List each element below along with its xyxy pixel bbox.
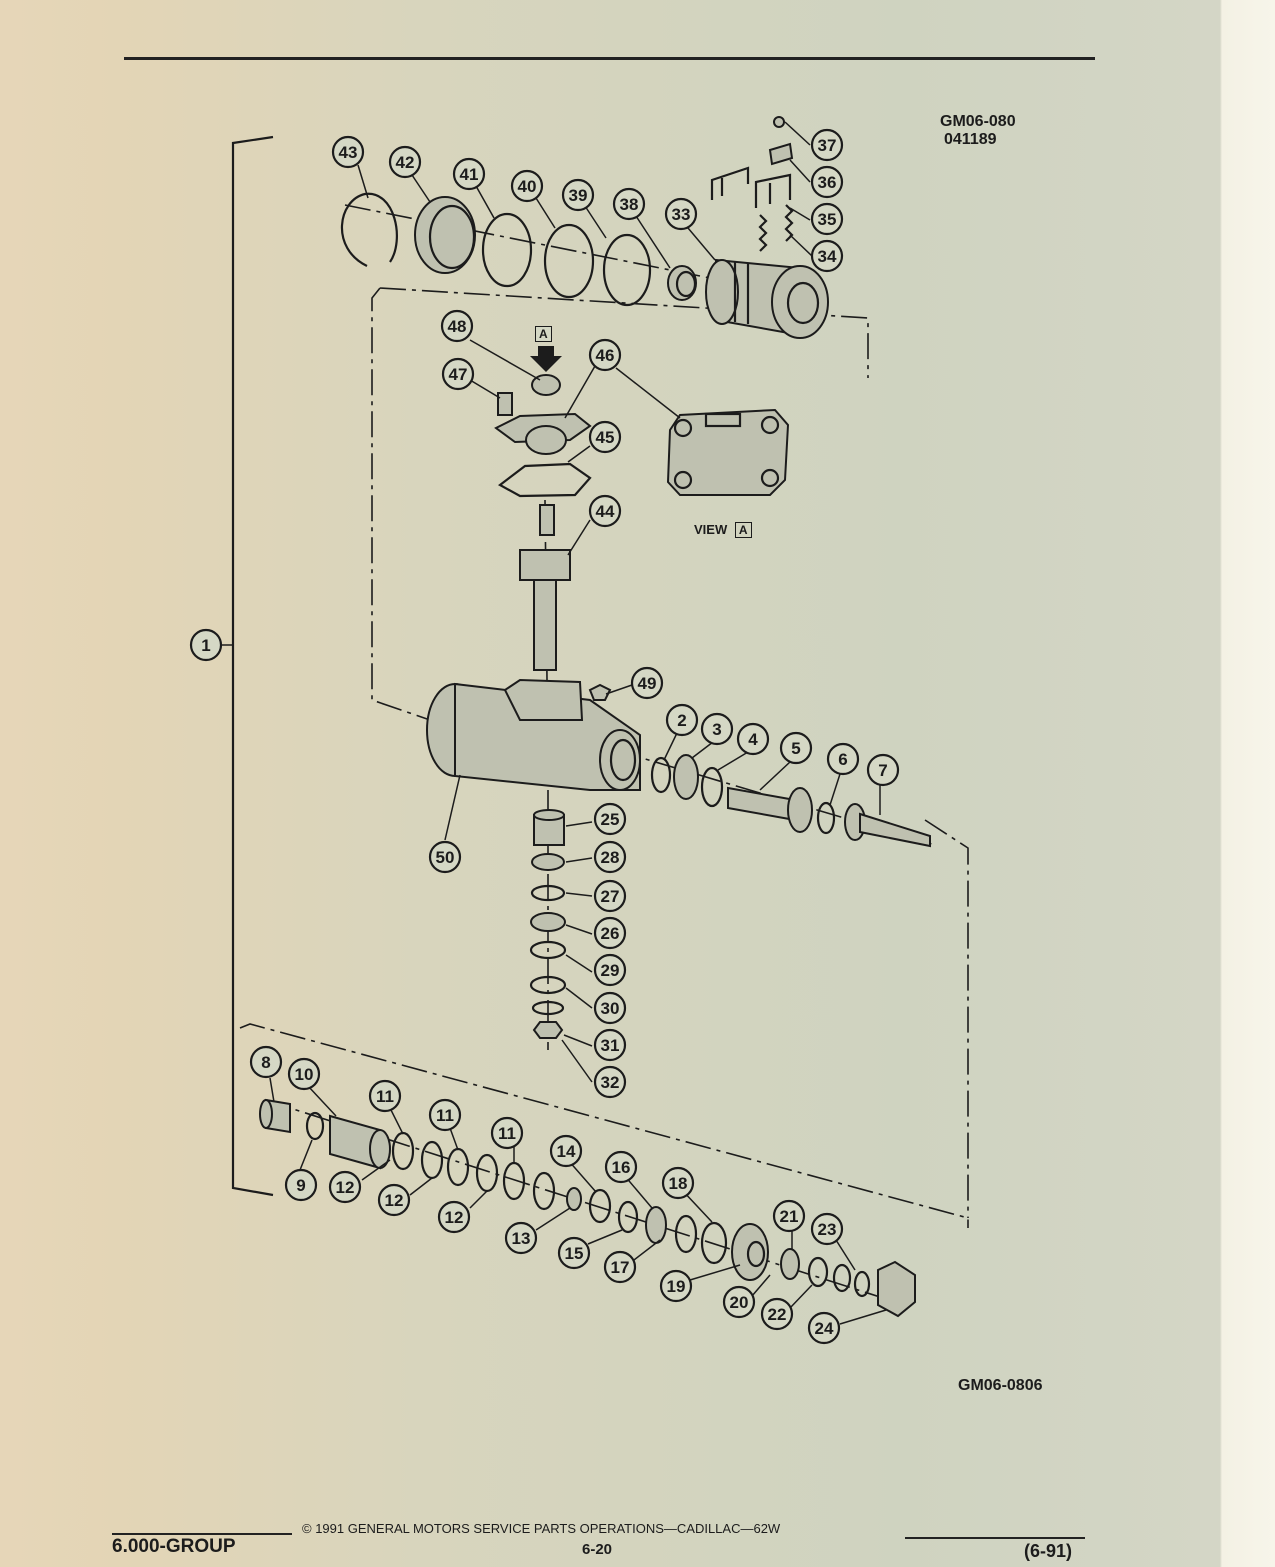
callout-32 (595, 1067, 625, 1097)
callout-22 (762, 1299, 792, 1329)
footer-rule-left (112, 1533, 292, 1535)
svg-text:9: 9 (296, 1176, 306, 1195)
svg-text:13: 13 (511, 1229, 531, 1248)
svg-text:8: 8 (261, 1053, 271, 1072)
figure-date-code: 041189 (944, 131, 997, 148)
callout-12a (330, 1172, 360, 1202)
part-35-36-clips (712, 144, 792, 208)
svg-text:48: 48 (447, 317, 467, 336)
part-45-gasket (500, 464, 590, 496)
callout-36 (812, 167, 842, 197)
svg-text:2: 2 (677, 711, 687, 730)
svg-text:16: 16 (611, 1158, 631, 1177)
svg-text:14: 14 (556, 1142, 576, 1161)
svg-text:26: 26 (600, 924, 620, 943)
callout-1 (191, 630, 221, 660)
svg-text:18: 18 (668, 1174, 688, 1193)
part-4-washer (702, 768, 722, 806)
svg-text:7: 7 (878, 761, 888, 780)
part-16-17-bearing (646, 1207, 666, 1243)
svg-text:45: 45 (595, 428, 615, 447)
callout-25 (595, 804, 625, 834)
callout-23 (812, 1214, 842, 1244)
svg-text:42: 42 (395, 153, 415, 172)
svg-text:1: 1 (201, 636, 211, 655)
callout-48 (442, 311, 472, 341)
footer-rule-right (905, 1537, 1085, 1539)
svg-text:50: 50 (435, 848, 455, 867)
arrow-a (530, 346, 562, 372)
svg-text:24: 24 (814, 1319, 834, 1338)
svg-text:41: 41 (459, 165, 479, 184)
callout-37 (812, 130, 842, 160)
svg-text:36: 36 (817, 173, 837, 192)
part-38-bushing (668, 266, 696, 300)
callout-26 (595, 918, 625, 948)
callout-49 (632, 668, 662, 698)
callout-44 (590, 496, 620, 526)
part-13-14-15-rings (567, 1188, 637, 1232)
callout-39 (563, 180, 593, 210)
callout-14 (551, 1136, 581, 1166)
callout-15 (559, 1238, 589, 1268)
part-5-worm-shaft (728, 788, 812, 832)
callout-20 (724, 1287, 754, 1317)
svg-text:27: 27 (600, 887, 620, 906)
svg-text:4: 4 (748, 730, 758, 749)
callout-11a (370, 1081, 400, 1111)
callout-5 (781, 733, 811, 763)
callout-18 (663, 1168, 693, 1198)
callout-6 (828, 744, 858, 774)
callout-17 (605, 1252, 635, 1282)
part-28-seal (532, 854, 564, 870)
part-33-housing (706, 260, 828, 338)
figure-id-top: GM06-080 (940, 113, 1016, 130)
figure-id-bottom: GM06-0806 (958, 1377, 1043, 1394)
callout-35 (812, 204, 842, 234)
svg-text:12: 12 (444, 1208, 464, 1227)
part-25-bearing (534, 810, 564, 845)
callout-30 (595, 993, 625, 1023)
callout-21 (774, 1201, 804, 1231)
callout-46 (590, 340, 620, 370)
callout-42 (390, 147, 420, 177)
callout-24 (809, 1313, 839, 1343)
svg-text:17: 17 (610, 1258, 630, 1277)
view-label-text: VIEW (694, 522, 728, 537)
part-37-screw (774, 117, 784, 127)
svg-text:44: 44 (595, 502, 615, 521)
callout-11b (430, 1100, 460, 1130)
svg-text:49: 49 (637, 674, 657, 693)
callout-29 (595, 955, 625, 985)
callout-28 (595, 842, 625, 872)
footer-revision: (6-91) (1024, 1541, 1073, 1561)
svg-text:25: 25 (600, 810, 620, 829)
part-44-pitman-shaft (520, 505, 570, 670)
part-9-oring (307, 1113, 323, 1139)
part-8-bearing (260, 1100, 290, 1132)
arrow-letter-box: A (535, 326, 552, 342)
part-26-seal (531, 913, 565, 931)
callout-7 (868, 755, 898, 785)
callout-50 (430, 842, 460, 872)
part-46-cover (496, 414, 590, 454)
part-3-bearing (674, 755, 698, 799)
callout-12b (379, 1185, 409, 1215)
callout-16 (606, 1152, 636, 1182)
callout-2 (667, 705, 697, 735)
svg-text:31: 31 (600, 1036, 620, 1055)
callout-31 (595, 1030, 625, 1060)
svg-text:37: 37 (817, 136, 837, 155)
svg-text:29: 29 (600, 961, 620, 980)
part-32-nut (534, 1022, 562, 1038)
view-a-cover (668, 410, 788, 495)
callout-3 (702, 714, 732, 744)
callout-9 (286, 1170, 316, 1200)
part-47-bolt (498, 393, 512, 415)
svg-text:47: 47 (448, 365, 468, 384)
svg-text:30: 30 (600, 999, 620, 1018)
callout-43 (333, 137, 363, 167)
svg-text:12: 12 (384, 1191, 404, 1210)
callout-34 (812, 241, 842, 271)
assembly-bracket (233, 137, 273, 1195)
callout-11c (492, 1118, 522, 1148)
callout-10 (289, 1059, 319, 1089)
svg-text:22: 22 (767, 1305, 787, 1324)
footer-page-number: 6-20 (582, 1541, 613, 1558)
svg-text:32: 32 (600, 1073, 620, 1092)
part-11-rings (393, 1133, 554, 1209)
callout-33 (666, 199, 696, 229)
part-50-gear-housing (427, 680, 640, 790)
callout-19 (661, 1271, 691, 1301)
part-34-springs (760, 205, 792, 251)
part-43-ring (342, 194, 397, 266)
svg-text:21: 21 (779, 1207, 799, 1226)
callout-8 (251, 1047, 281, 1077)
part-19-20-adjuster (732, 1224, 768, 1280)
callout-41 (454, 159, 484, 189)
svg-text:40: 40 (517, 177, 537, 196)
svg-text:20: 20 (729, 1293, 749, 1312)
svg-text:5: 5 (791, 739, 801, 758)
svg-text:10: 10 (294, 1065, 314, 1084)
callout-38 (614, 189, 644, 219)
callout-47 (443, 359, 473, 389)
part-42-seal (415, 197, 475, 273)
svg-text:43: 43 (338, 143, 358, 162)
callout-12c (439, 1202, 469, 1232)
callout-45 (590, 422, 620, 452)
svg-text:3: 3 (712, 720, 722, 739)
svg-text:11: 11 (498, 1124, 516, 1143)
part-49-plug (590, 685, 610, 700)
part-18-ring (676, 1216, 726, 1263)
part-39-ring (604, 235, 650, 305)
svg-text:19: 19 (666, 1277, 686, 1296)
svg-text:35: 35 (817, 210, 837, 229)
svg-text:11: 11 (436, 1106, 454, 1125)
svg-text:23: 23 (817, 1220, 837, 1239)
svg-text:28: 28 (600, 848, 620, 867)
part-41-ring (483, 214, 531, 286)
view-letter-box: A (735, 522, 752, 538)
svg-text:34: 34 (817, 247, 837, 266)
svg-text:6: 6 (838, 750, 848, 769)
svg-text:15: 15 (564, 1244, 584, 1263)
part-40-ring (545, 225, 593, 297)
svg-text:39: 39 (568, 186, 588, 205)
footer-group: 6.000-GROUP (112, 1536, 236, 1557)
part-21-22-23-seals (781, 1249, 869, 1296)
callout-27 (595, 881, 625, 911)
callout-4 (738, 724, 768, 754)
callout-13 (506, 1223, 536, 1253)
part-10-piston (330, 1116, 390, 1168)
part-24-locknut (878, 1262, 915, 1316)
svg-text:38: 38 (619, 195, 639, 214)
svg-text:11: 11 (376, 1087, 394, 1106)
footer-copyright: © 1991 GENERAL MOTORS SERVICE PARTS OPERATIONS—CADILLAC—62W (302, 1521, 781, 1536)
svg-text:33: 33 (671, 205, 691, 224)
part-6-oring (818, 803, 834, 833)
svg-text:46: 46 (595, 346, 615, 365)
part-7-stub-shaft (845, 804, 930, 846)
callout-40 (512, 171, 542, 201)
svg-text:12: 12 (335, 1178, 355, 1197)
